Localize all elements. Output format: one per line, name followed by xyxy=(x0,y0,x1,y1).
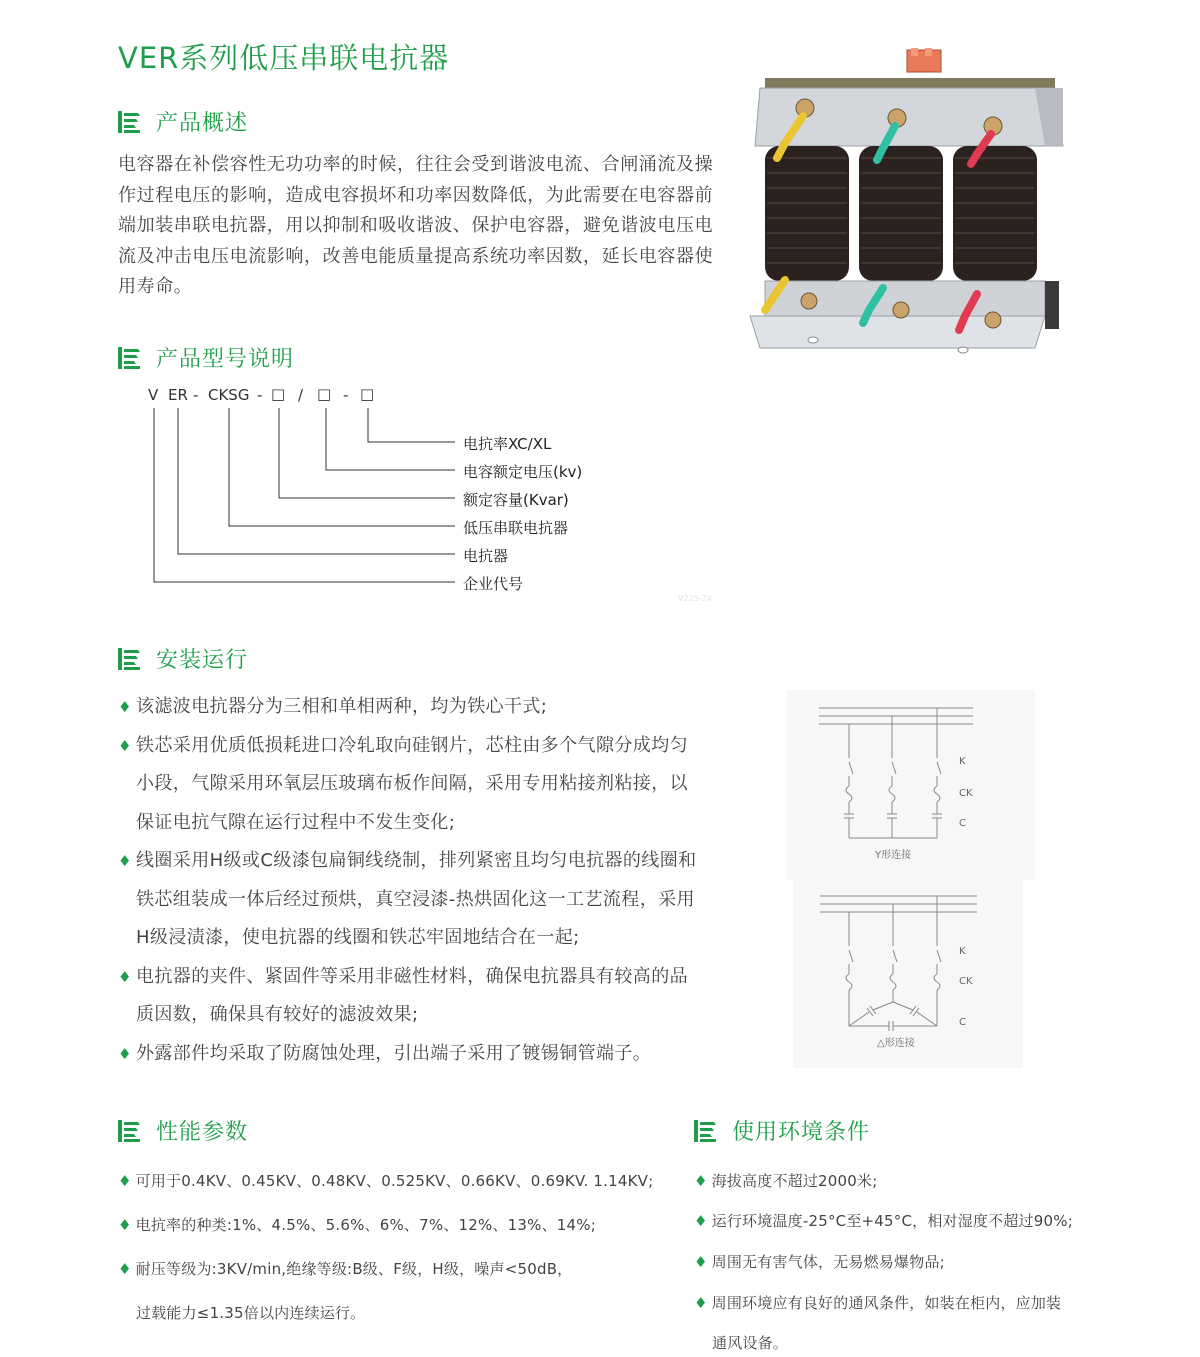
section-title: 安装运行 xyxy=(156,648,249,673)
section-title: 产品概述 xyxy=(156,111,249,136)
section-install xyxy=(118,643,248,674)
overview-paragraph: 电容器在补偿容性无功功率的时候，往往会受到谐波电流、合闸涌流及操作过程电压的影响，造成电容损坏和功率因数降低，为此需要在电容器前端加装串联电抗器，用以抑制和吸收谐波、保护电容器，避免谐波电压电流及冲击电压电流影响，改善电能质量提高系统功率因数，延长电容器使用寿命。 xyxy=(118,154,714,297)
model-label: 额定容量(Kvar) xyxy=(463,491,569,509)
model-code-box: □ xyxy=(360,385,375,403)
leaf-stripes-icon xyxy=(118,648,140,670)
model-code-leader-lines xyxy=(140,400,470,595)
model-label: 电抗率XC/XL xyxy=(463,435,552,453)
diamond-bullet-icon: ♦ xyxy=(118,1260,132,1278)
list-item: ♦ 周围环境应有良好的通风条件，如装在柜内，应加装 xyxy=(694,1294,1062,1312)
section-title: 产品型号说明 xyxy=(156,347,295,372)
leaf-stripes-icon xyxy=(118,347,140,369)
section-performance xyxy=(118,1115,248,1146)
watermark: V225-24 xyxy=(678,594,712,603)
label-c: C xyxy=(959,818,966,829)
model-label: 企业代号 xyxy=(463,575,524,593)
diamond-bullet-icon: ♦ xyxy=(118,1172,132,1190)
model-label: 电容额定电压(kv) xyxy=(463,463,583,481)
diamond-bullet-icon: ♦ xyxy=(694,1253,708,1271)
label-k: K xyxy=(959,946,966,957)
diamond-bullet-icon: ♦ xyxy=(694,1212,708,1230)
install-list: ♦ 该滤波电抗器分为三相和单相两种，均为铁心干式; ♦ 铁芯采用优质低损耗进口冷轧取向硅钢片，芯柱由多个气隙分成均匀 小段，气隙采用环氧层压玻璃布板作间隔，采用专用粘接剂粘接，以 保证电抗气隙在运行过程中不发生变化; ♦ 线圈采用H级或C级漆包扁铜线绕制，排列紧密且均匀电抗器的线圈和 铁芯组装成一体后经过预烘，真空浸漆-热烘固化这一工艺流程，采用 H级浸渍漆，使电抗器的线圈和铁芯牢固地结合在一起; ♦ 电抗器的夹件、紧固件等采用非磁性材料，确保电抗器具有较高的品 质因数，确保具有较好的滤波效果; ♦ 外露部件均采取了防腐蚀处理，引出端子采用了镀锡铜管端子。 xyxy=(118,688,768,1073)
model-code-er: ER xyxy=(168,386,188,404)
y-connection-diagram xyxy=(787,690,1035,880)
section-title: 使用环境条件 xyxy=(732,1120,871,1145)
model-code-cksg: CKSG xyxy=(208,386,250,404)
list-item: ♦ 耐压等级为:3KV/min,绝缘等级:B级、F级，H级，噪声<50dB， xyxy=(118,1260,573,1278)
model-code-dash: - xyxy=(193,386,199,404)
delta-connection-diagram xyxy=(793,880,1023,1068)
list-item: ♦ 周围无有害气体，无易燃易爆物品; xyxy=(694,1253,945,1271)
label-ck: CK xyxy=(959,788,973,799)
diamond-bullet-icon: ♦ xyxy=(118,1044,132,1063)
section-environment xyxy=(694,1115,870,1146)
leaf-stripes-icon xyxy=(694,1120,716,1142)
model-code-dash: - xyxy=(257,386,263,404)
diamond-bullet-icon: ♦ xyxy=(694,1294,708,1312)
list-item: ♦ 该滤波电抗器分为三相和单相两种，均为铁心干式; xyxy=(118,688,768,727)
page-title: VER系列低压串联电抗器 xyxy=(118,41,450,75)
label-c: C xyxy=(959,1017,966,1028)
model-label: 低压串联电抗器 xyxy=(463,519,569,537)
model-code-slash: / xyxy=(298,386,304,404)
list-item-continued: 通风设备。 xyxy=(712,1334,789,1352)
label-k: K xyxy=(959,756,966,767)
list-item: ♦ 外露部件均采取了防腐蚀处理，引出端子采用了镀锡铜管端子。 xyxy=(118,1035,768,1074)
model-code-box: □ xyxy=(271,385,286,403)
diagram-caption: △形连接 xyxy=(877,1038,915,1049)
list-item: ♦ 铁芯采用优质低损耗进口冷轧取向硅钢片，芯柱由多个气隙分成均匀 xyxy=(118,727,768,766)
leaf-stripes-icon xyxy=(118,111,140,133)
model-code-dash: - xyxy=(343,386,349,404)
reactor-product-image xyxy=(745,48,1070,358)
model-label: 电抗器 xyxy=(463,547,509,565)
section-title: 性能参数 xyxy=(156,1120,249,1145)
list-item: ♦ 电抗率的种类:1%、4.5%、5.6%、6%、7%、12%、13%、14%; xyxy=(118,1216,596,1234)
list-item-continued: 过载能力≤1.35倍以内连续运行。 xyxy=(136,1304,366,1322)
diamond-bullet-icon: ♦ xyxy=(118,967,132,986)
list-item: ♦ 海拔高度不超过2000米; xyxy=(694,1172,878,1190)
leaf-stripes-icon xyxy=(118,1120,140,1142)
model-code-box: □ xyxy=(317,385,332,403)
section-model xyxy=(118,342,294,373)
diamond-bullet-icon: ♦ xyxy=(118,1216,132,1234)
section-overview xyxy=(118,106,248,137)
diagram-caption: Y形连接 xyxy=(875,850,912,861)
list-item: ♦ 可用于0.4KV、0.45KV、0.48KV、0.525KV、0.66KV、0.69KV. 1.14KV; xyxy=(118,1172,654,1190)
list-item: ♦ 运行环境温度-25°C至+45°C，相对湿度不超过90%; xyxy=(694,1212,1073,1230)
diamond-bullet-icon: ♦ xyxy=(694,1172,708,1190)
label-ck: CK xyxy=(959,976,973,987)
list-item: ♦ 电抗器的夹件、紧固件等采用非磁性材料，确保电抗器具有较高的品 xyxy=(118,958,768,997)
diamond-bullet-icon: ♦ xyxy=(118,736,132,755)
diamond-bullet-icon: ♦ xyxy=(118,698,132,716)
diamond-bullet-icon: ♦ xyxy=(118,852,132,870)
model-code-v: V xyxy=(148,386,159,404)
list-item: ♦ 线圈采用H级或C级漆包扁铜线绕制，排列紧密且均匀电抗器的线圈和 xyxy=(118,842,768,881)
